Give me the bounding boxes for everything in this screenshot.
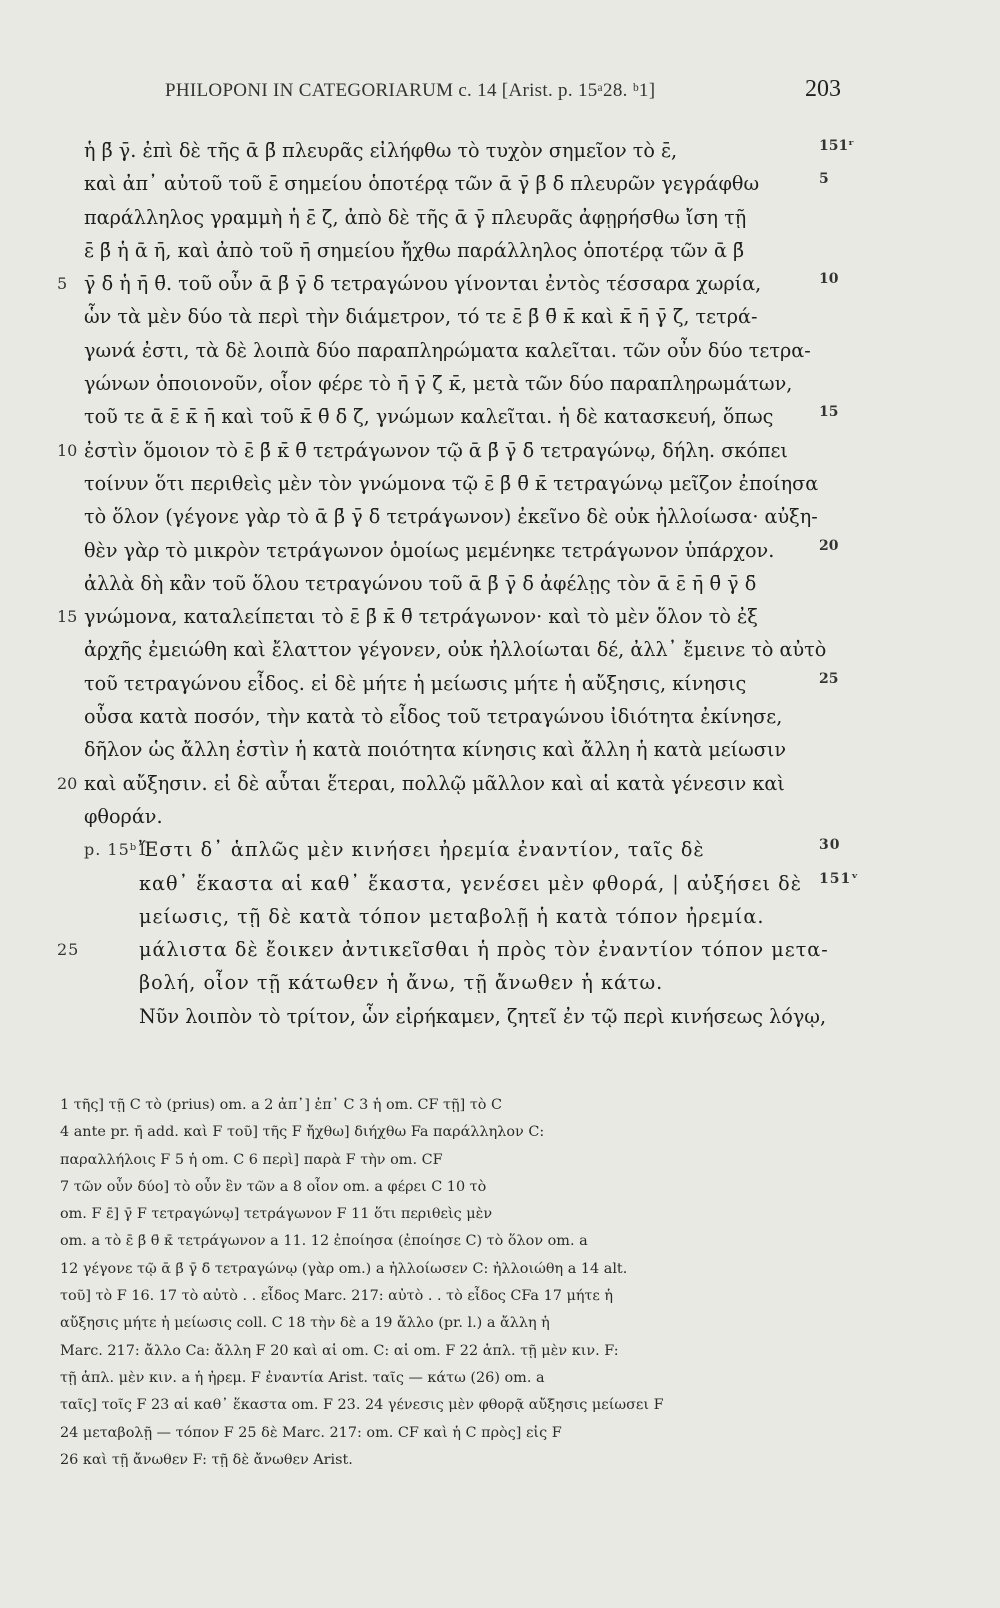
line-text: καθ᾽ ἕκαστα αἱ καθ᾽ ἕκαστα, γενέσει μὲν φθορά, | αὐξήσει δὲ [139, 871, 803, 895]
critical-apparatus [60, 1092, 850, 1474]
apparatus-line: 24 μεταβολῇ — τόπον F 25 δὲ Marc. 217: om. CF καὶ ἡ C πρὸς] εἰς F [60, 1424, 562, 1441]
line-number: 25 [57, 940, 80, 960]
line-text: τοίνυν ὅτι περιθεὶς μὲν τὸν γνώμονα τῷ ε̄ β̄ θ̄ κ̄ τετραγώνῳ μεῖζον ἐποίησα [84, 471, 819, 495]
line-text: ἀρχῆς ἐμειώθη καὶ ἔλαττον γέγονεν, οὐκ ἠλλοίωται δέ, ἀλλ᾽ ἔμεινε τὸ αὐτὸ [84, 638, 827, 662]
line-number: 10 [57, 440, 78, 460]
lemma-line [57, 933, 844, 966]
text-line [84, 167, 844, 200]
text-line [84, 300, 844, 333]
line-text: μείωσις, τῇ δὲ κατὰ τόπον μεταβολῇ ἡ κατὰ τόπον ἠρεμία. [139, 904, 765, 928]
line-text: θὲν γὰρ τὸ μικρὸν τετράγωνον ὁμοίως μεμένηκε τετράγωνον ὑπάρχον. [84, 538, 775, 562]
text-line [84, 234, 844, 267]
continuation-line [84, 1000, 844, 1033]
margin-number: 30 [819, 837, 841, 854]
apparatus-line: 7 τῶν οὖν δύο] τὸ οὖν ἓν τῶν a 8 οἷον om. a φέρει C 10 τὸ [60, 1178, 487, 1195]
text-line [84, 500, 844, 533]
margin-number: 25 [819, 670, 839, 687]
line-text: ε̄ β̄ ἡ ᾱ η̄, καὶ ἀπὸ τοῦ η̄ σημείου ἤχθω παράλληλος ὁποτέρᾳ τῶν ᾱ β̄ [84, 238, 745, 262]
apparatus-line: 1 τῆς] τῇ C τὸ (prius) om. a 2 ἀπ᾽] ἐπ᾽ C 3 ἡ om. CF τῇ] τὸ C [60, 1097, 503, 1113]
text-line [84, 334, 844, 367]
line-text: τοῦ τετραγώνου εἶδος. εἰ δὲ μήτε ἡ μείωσις μήτε ἡ αὔξησις, κίνησις [84, 671, 747, 695]
apparatus-line: 26 καὶ τῇ ἄνωθεν F: τῇ δὲ ἄνωθεν Arist. [60, 1451, 353, 1468]
text-line [84, 534, 844, 567]
margin-number: 151ʳ [819, 138, 855, 154]
main-text [57, 134, 860, 1033]
text-line [84, 800, 844, 833]
aristotle-lemma [57, 833, 860, 999]
line-text: φθοράν. [84, 804, 163, 828]
apparatus-line: om. a τὸ ε̄ β̄ θ̄ κ̄ τετράγωνον a 11. 12 ἐποίησα (ἐποίησε C) τὸ ὅλον om. a [60, 1233, 588, 1250]
apparatus-line: Marc. 217: ἄλλο Ca: ἄλλη F 20 καὶ αἱ om. C: αἱ om. F 22 ἁπλ. τῇ μὲν κιν. F: [60, 1342, 619, 1359]
text-line [57, 434, 844, 467]
text-line [84, 633, 844, 666]
line-text: δῆλον ὡς ἄλλη ἐστὶν ἡ κατὰ ποιότητα κίνησις καὶ ἄλλη ἡ κατὰ μείωσιν [84, 738, 787, 762]
line-text: καὶ ἀπ᾽ αὐτοῦ τοῦ ε̄ σημείου ὁποτέρᾳ τῶν ᾱ γ̄ β̄ δ̄ πλευρῶν γεγράφθω [84, 172, 760, 196]
apparatus-line: om. F ε̄] γ̄ F τετραγώνῳ] τετράγωνον F 11 ὅτι περιθεὶς μὲν [60, 1206, 493, 1223]
page-number: 203 [805, 76, 841, 102]
margin-number: 5 [819, 171, 829, 188]
margin-number: 15 [819, 404, 839, 421]
text-line [84, 667, 844, 700]
margin-number: 20 [819, 537, 839, 554]
margin-number: 151ᵛ [819, 870, 860, 887]
commentary-lines [57, 134, 855, 833]
line-text: ἐστὶν ὅμοιον τὸ ε̄ β̄ κ̄ θ̄ τετράγωνον τῷ ᾱ β̄ γ̄ δ̄ τετραγώνῳ, δήλη. σκόπει [84, 438, 788, 462]
line-text: ἡ β̄ γ̄. ἐπὶ δὲ τῆς ᾱ β̄ πλευρᾶς εἰλήφθω τὸ τυχὸν σημεῖον τὸ ε̄, [84, 139, 678, 162]
text-line [84, 367, 844, 400]
lemma-line [84, 966, 844, 999]
text-line [57, 600, 844, 633]
page-header [165, 76, 1000, 108]
lemma-line [84, 833, 844, 866]
text-line [84, 567, 844, 600]
text-line [57, 767, 844, 800]
lemma-line [84, 900, 844, 933]
line-text: γνώμονα, καταλείπεται τὸ ε̄ β̄ κ̄ θ̄ τετράγωνον· καὶ τὸ μὲν ὅλον τὸ ἐξ [84, 605, 758, 629]
text-line [84, 733, 844, 766]
line-text: τοῦ τε ᾱ ε̄ κ̄ η̄ καὶ τοῦ κ̄ θ̄ δ̄ ζ̄, γνώμων καλεῖται. ἡ δὲ κατασκευή, ὅπως [84, 405, 774, 429]
line-text: οὖσα κατὰ ποσόν, τὴν κατὰ τὸ εἶδος τοῦ τετραγώνου ἰδιότητα ἐκίνησε, [84, 705, 783, 729]
apparatus-line: 4 ante pr. η̄ add. καὶ F τοῦ] τῆς F ἤχθω] διήχθω Fa παράλληλον C: [60, 1124, 545, 1141]
line-text: γωνά ἐστι, τὰ δὲ λοιπὰ δύο παραπληρώματα καλεῖται. τῶν οὖν δύο τετρα- [84, 338, 811, 362]
apparatus-line: παραλλήλοις F 5 ἡ om. C 6 περὶ] παρὰ F τὴν om. CF [60, 1151, 443, 1168]
line-text: γώνων ὁποιονοῦν, οἷον φέρε τὸ η̄ γ̄ ζ̄ κ̄, μετὰ τῶν δύο παραπληρωμάτων, [84, 372, 793, 396]
bekker-reference: p. 15ᵇ1 [84, 840, 149, 860]
line-text: τὸ ὅλον (γέγονε γὰρ τὸ ᾱ β̄ γ̄ δ̄ τετράγωνον) ἐκεῖνο δὲ οὐκ ἠλλοίωσα· αὐξη- [84, 505, 818, 529]
apparatus-line: 12 γέγονε τῷ ᾱ β̄ γ̄ δ̄ τετραγώνῳ (γὰρ om.) a ἠλλοίωσεν C: ἠλλοιώθη a 14 alt. [60, 1260, 628, 1277]
line-text: Ἔστι δ᾽ ἁπλῶς μὲν κινήσει ἠρεμία ἐναντίον, ταῖς δὲ [139, 838, 705, 862]
text-line [57, 267, 844, 300]
apparatus-line: αὔξησις μήτε ἡ μείωσις coll. C 18 τὴν δὲ a 19 ἄλλο (pr. l.) a ἄλλη ἡ [60, 1315, 550, 1332]
lemma-line [84, 867, 860, 900]
text-line [84, 700, 844, 733]
text-line [84, 467, 844, 500]
line-text: καὶ αὔξησιν. εἰ δὲ αὗται ἕτεραι, πολλῷ μᾶλλον καὶ αἱ κατὰ γένεσιν καὶ [84, 771, 785, 795]
line-text: μάλιστα δὲ ἔοικεν ἀντικεῖσθαι ἡ πρὸς τὸν ἐναντίον τόπον μετα- [139, 938, 829, 962]
line-number: 15 [57, 607, 78, 627]
line-text: γ̄ δ̄ ἡ η̄ θ̄. τοῦ οὖν ᾱ β̄ γ̄ δ̄ τετραγώνου γίνονται ἐντὸς τέσσαρα χωρία, [84, 272, 762, 296]
running-title: PHILOPONI IN CATEGORIARUM c. 14 [Arist. p. 15ᵃ28. ᵇ1] [165, 80, 656, 101]
line-text: ἀλλὰ δὴ κἂν τοῦ ὅλου τετραγώνου τοῦ ᾱ β̄ γ̄ δ̄ ἀφέλῃς τὸν ᾱ ε̄ η̄ θ̄ γ̄ δ̄ [84, 571, 757, 595]
line-text: βολή, οἷον τῇ κάτωθεν ἡ ἄνω, τῇ ἄνωθεν ἡ κάτω. [139, 971, 664, 995]
line-text: παράλληλος γραμμὴ ἡ ε̄ ζ̄, ἀπὸ δὲ τῆς ᾱ γ̄ πλευρᾶς ἀφῃρήσθω ἴση τῇ [84, 205, 747, 229]
apparatus-line: τοῦ] τὸ F 16. 17 τὸ αὐτὸ . . εἶδος Marc. 217: αὐτὸ . . τὸ εἶδος CFa 17 μήτε ἡ [60, 1288, 614, 1305]
margin-number: 10 [819, 271, 839, 288]
apparatus-line: τῇ ἁπλ. μὲν κιν. a ἡ ἠρεμ. F ἐναντία Arist. ταῖς — κάτω (26) om. a [60, 1369, 545, 1386]
line-text: ὧν τὰ μὲν δύο τὰ περὶ τὴν διάμετρον, τό τε ε̄ β̄ θ̄ κ̄ καὶ κ̄ η̄ γ̄ ζ̄, τετρά- [84, 305, 758, 329]
text-line [84, 134, 855, 167]
continuation-text: Νῦν λοιπὸν τὸ τρίτον, ὧν εἰρήκαμεν, ζητεῖ ἐν τῷ περὶ κινήσεως λόγῳ, [139, 1004, 827, 1028]
apparatus-line: ταῖς] τοῖς F 23 αἱ καθ᾽ ἕκαστα om. F 23. 24 γένεσις μὲν φθορᾷ αὔξησις μείωσει F [60, 1397, 664, 1414]
text-line [84, 201, 844, 234]
line-number: 5 [57, 274, 68, 294]
text-line [84, 400, 844, 433]
line-number: 20 [57, 773, 78, 793]
